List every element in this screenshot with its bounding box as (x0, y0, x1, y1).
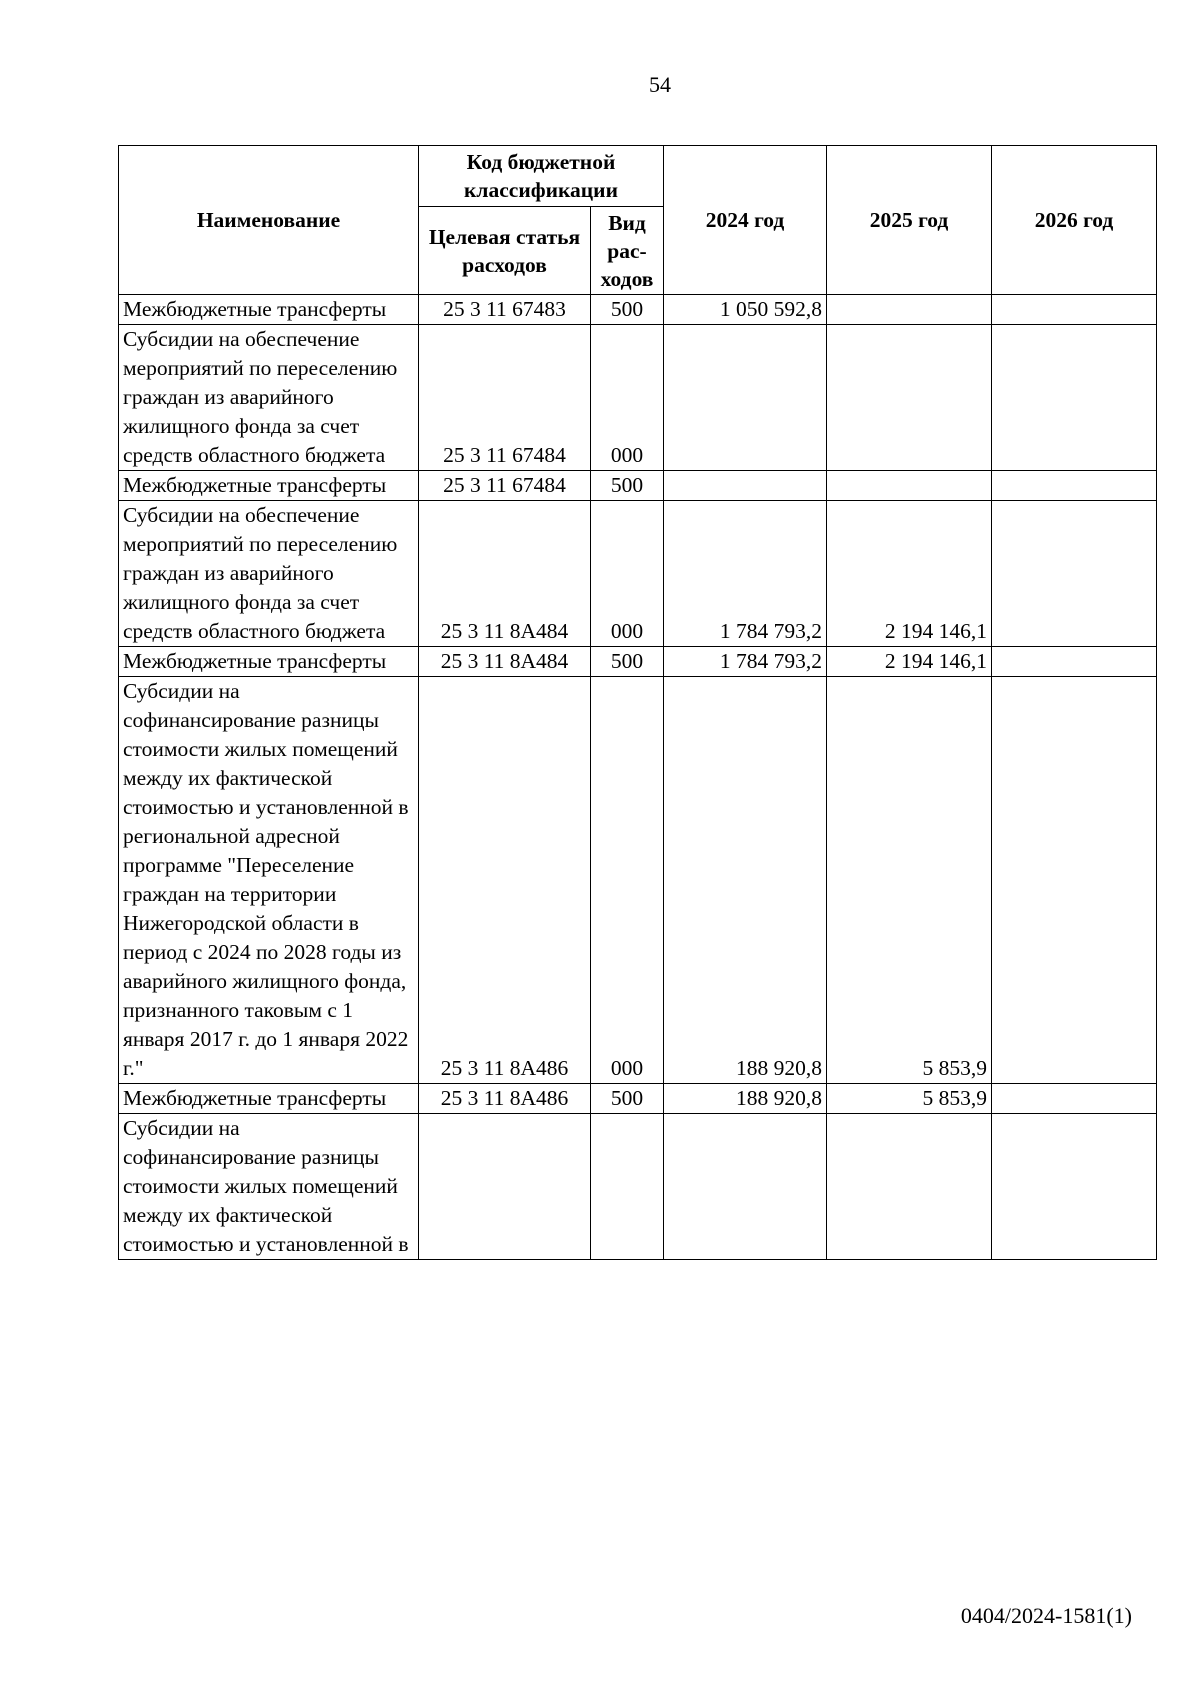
cell-name: Межбюджетные трансферты (119, 471, 419, 501)
cell-expense-type: 000 (591, 677, 664, 1084)
cell-target-article: 25 3 11 8А486 (419, 677, 591, 1084)
cell-2025: 2 194 146,1 (827, 501, 992, 647)
page-number: 54 (649, 72, 671, 97)
cell-2025 (827, 471, 992, 501)
cell-target-article: 25 3 11 8А484 (419, 501, 591, 647)
cell-2026 (992, 1084, 1157, 1114)
table-row (119, 1084, 1157, 1114)
cell-name: Субсидии на обеспечение мероприятий по переселению граждан из аварийного жилищного фонда за счет средств областного бюджета (119, 325, 419, 471)
cell-2026 (992, 295, 1157, 325)
cell-2024 (664, 325, 827, 471)
cell-expense-type: 500 (591, 295, 664, 325)
cell-name: Межбюджетные трансферты (119, 295, 419, 325)
cell-name: Межбюджетные трансферты (119, 647, 419, 677)
table-row (119, 325, 1157, 471)
budget-table (118, 145, 1157, 1260)
cell-2025 (827, 325, 992, 471)
header-2025: 2025 год (827, 146, 992, 295)
document-code: 0404/2024-1581(1) (960, 1603, 1132, 1628)
cell-2025 (827, 1114, 992, 1260)
cell-2026 (992, 647, 1157, 677)
cell-target-article: 25 3 11 8А486 (419, 1084, 591, 1114)
header-2026: 2026 год (992, 146, 1157, 295)
cell-2024: 188 920,8 (664, 677, 827, 1084)
table-row (119, 501, 1157, 647)
cell-2025 (827, 295, 992, 325)
cell-2025: 5 853,9 (827, 1084, 992, 1114)
cell-name: Межбюджетные трансферты (119, 1084, 419, 1114)
header-kbk-group: Код бюджетной классификации (419, 146, 664, 207)
cell-expense-type: 000 (591, 325, 664, 471)
table-row (119, 471, 1157, 501)
cell-2024: 1 784 793,2 (664, 647, 827, 677)
cell-2024 (664, 471, 827, 501)
header-target-article: Целевая статья расходов (419, 207, 591, 295)
table-row (119, 295, 1157, 325)
cell-target-article: 25 3 11 8А484 (419, 647, 591, 677)
table-body (119, 295, 1157, 1260)
cell-expense-type: 500 (591, 471, 664, 501)
cell-2024: 1 784 793,2 (664, 501, 827, 647)
header-name: Наименование (119, 146, 419, 295)
cell-2026 (992, 501, 1157, 647)
cell-target-article: 25 3 11 67484 (419, 471, 591, 501)
cell-2026 (992, 1114, 1157, 1260)
cell-2025: 2 194 146,1 (827, 647, 992, 677)
cell-target-article (419, 1114, 591, 1260)
cell-expense-type: 500 (591, 1084, 664, 1114)
table-row (119, 677, 1157, 1084)
cell-2026 (992, 471, 1157, 501)
table-row (119, 1114, 1157, 1260)
cell-name: Субсидии на софинансирование разницы стоимости жилых помещений между их фактической стоимостью и установленной в (119, 1114, 419, 1260)
cell-target-article: 25 3 11 67484 (419, 325, 591, 471)
table-row (119, 647, 1157, 677)
header-2024: 2024 год (664, 146, 827, 295)
cell-expense-type: 500 (591, 647, 664, 677)
header-expense-type: Вид рас-ходов (591, 207, 664, 295)
cell-2026 (992, 325, 1157, 471)
cell-2026 (992, 677, 1157, 1084)
cell-expense-type: 000 (591, 501, 664, 647)
cell-2024: 1 050 592,8 (664, 295, 827, 325)
cell-target-article: 25 3 11 67483 (419, 295, 591, 325)
cell-expense-type (591, 1114, 664, 1260)
cell-2025: 5 853,9 (827, 677, 992, 1084)
cell-2024 (664, 1114, 827, 1260)
cell-name: Субсидии на обеспечение мероприятий по переселению граждан из аварийного жилищного фонда за счет средств областного бюджета (119, 501, 419, 647)
cell-name: Субсидии на софинансирование разницы стоимости жилых помещений между их фактической стоимостью и установленной в региональной адресной программе "Переселение граждан на территории Нижегородской области в период с 2024 по 2028 годы из аварийного жилищного фонда, признанного таковым с 1 января 2017 г. до 1 января 2022 г." (119, 677, 419, 1084)
cell-2024: 188 920,8 (664, 1084, 827, 1114)
